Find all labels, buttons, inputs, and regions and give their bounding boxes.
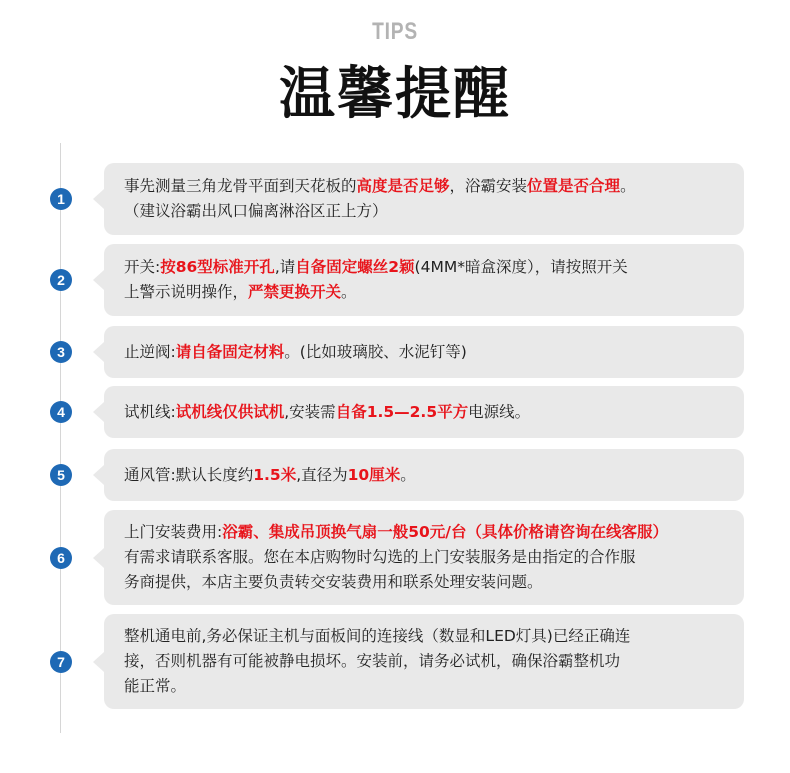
body-text: 。 — [620, 177, 636, 195]
highlight-text: 自备1.5—2.5平方 — [335, 402, 469, 421]
body-text: 接，否则机器有可能被静电损坏。安装前，请务必试机，确保浴霸整机功 — [124, 652, 621, 670]
body-text: 电源线。 — [468, 402, 531, 421]
body-text: 能正常。 — [124, 677, 187, 695]
tip-text — [124, 463, 724, 488]
body-text: ,请 — [274, 258, 296, 276]
tip-text — [124, 624, 724, 699]
tip-bubble — [104, 510, 744, 605]
tip-text — [124, 520, 724, 595]
tip-text — [124, 340, 724, 365]
step-number-badge: 2 — [50, 269, 72, 291]
body-text: 止逆阀: — [124, 342, 176, 361]
body-text: 。 — [341, 283, 357, 301]
step-number-badge: 1 — [50, 188, 72, 210]
body-text: （建议浴霸出风口偏离淋浴区正上方） — [124, 202, 388, 220]
step-number-badge: 7 — [50, 651, 72, 673]
highlight-text: 1.5米 — [253, 465, 297, 484]
body-text: 试机线: — [124, 402, 176, 421]
highlight-text: 高度是否足够 — [356, 177, 450, 195]
tip-text — [124, 174, 724, 224]
body-text: ,直径为 — [296, 465, 348, 484]
body-text: 上警示说明操作， — [124, 283, 249, 301]
step-number-badge: 4 — [50, 401, 72, 423]
tip-bubble — [104, 386, 744, 438]
highlight-text: 严禁更换开关 — [248, 283, 342, 301]
highlight-text: 请自备固定材料 — [175, 342, 285, 361]
highlight-text: 试机线仅供试机 — [175, 402, 285, 421]
highlight-text: 位置是否合理 — [527, 177, 621, 195]
step-number-badge: 5 — [50, 464, 72, 486]
highlight-text: 浴霸、集成吊顶换气扇一般50元/台（具体价格请咨询在线客服） — [222, 523, 668, 541]
body-text: 整机通电前,务必保证主机与面板间的连接线（数显和LED灯具)已经正确连 — [124, 627, 631, 645]
body-text: 有需求请联系客服。您在本店购物时勾选的上门安装服务是由指定的合作服 — [124, 548, 636, 566]
tip-bubble — [104, 326, 744, 378]
tip-text — [124, 400, 724, 425]
body-text: 务商提供，本店主要负责转交安装费用和联系处理安装问题。 — [124, 573, 543, 591]
step-number-badge: 3 — [50, 341, 72, 363]
highlight-text: 10厘米 — [347, 465, 401, 484]
body-text: 。(比如玻璃胶、水泥钉等) — [284, 342, 467, 361]
body-text: (4MM*暗盒深度），请按照开关 — [414, 258, 628, 276]
body-text: 上门安装费用: — [124, 523, 223, 541]
tips-label: TIPS — [372, 18, 418, 45]
body-text: 事先测量三角龙骨平面到天花板的 — [124, 177, 357, 195]
body-text: 。 — [400, 465, 416, 484]
tip-bubble — [104, 614, 744, 709]
timeline-line — [60, 143, 61, 733]
tip-bubble — [104, 163, 744, 235]
body-text: ,安装需 — [284, 402, 336, 421]
body-text: 通风管:默认长度约 — [124, 465, 254, 484]
page-title: 温馨提醒 — [279, 62, 511, 127]
highlight-text: 按86型标准开孔 — [160, 258, 275, 276]
step-number-badge: 6 — [50, 547, 72, 569]
tip-bubble — [104, 244, 744, 316]
tip-text — [124, 255, 724, 305]
highlight-text: 自备固定螺丝2颖 — [295, 258, 415, 276]
tip-bubble — [104, 449, 744, 501]
body-text: 开关: — [124, 258, 161, 276]
body-text: ，浴霸安装 — [449, 177, 528, 195]
